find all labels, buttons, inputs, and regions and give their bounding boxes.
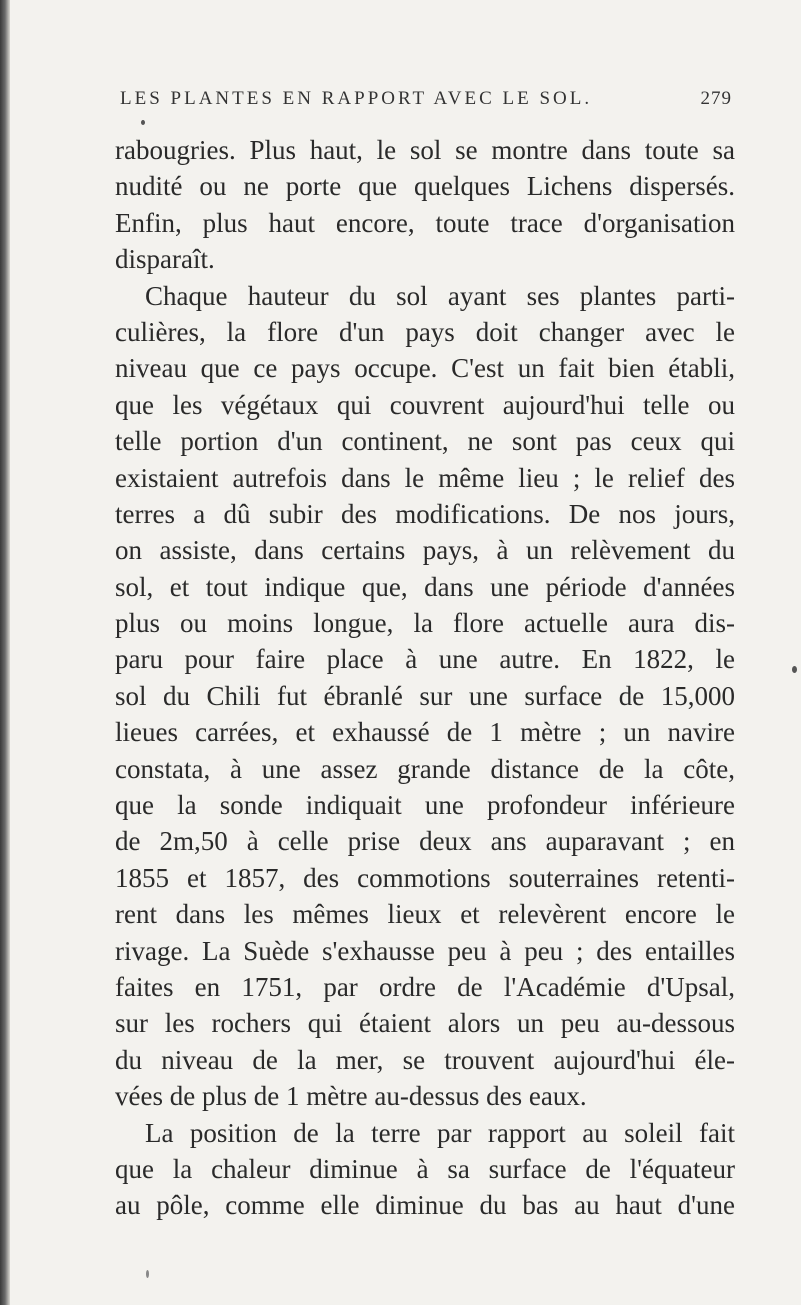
page-number: 279	[700, 88, 732, 109]
text-line: de 2m,50 à celle prise deux ans auparavant ; en	[115, 826, 735, 857]
print-speck	[141, 120, 145, 125]
text-line: sol, et tout indique que, dans une période d'années	[115, 571, 735, 602]
text-line: sur les rochers qui étaient alors un peu au-dessous	[115, 1008, 735, 1039]
text-line: sol du Chili fut ébranlé sur une surface de 15,000	[115, 680, 735, 711]
text-line: 1855 et 1857, des commotions souterraines retenti-	[115, 862, 735, 893]
running-head	[120, 88, 732, 118]
print-speck	[146, 1270, 149, 1278]
text-line: nudité ou ne porte que quelques Lichens dispersés.	[115, 171, 735, 202]
body-text	[115, 132, 735, 1224]
text-line: on assiste, dans certains pays, à un relèvement du	[115, 535, 735, 566]
text-line: du niveau de la mer, se trouvent aujourd'hui éle-	[115, 1044, 735, 1075]
print-speck	[792, 666, 797, 673]
text-line: faites en 1751, par ordre de l'Académie d'Upsal,	[115, 971, 735, 1002]
text-line: Chaque hauteur du sol ayant ses plantes parti-	[145, 280, 735, 311]
text-line: paru pour faire place à une autre. En 1822, le	[115, 644, 735, 675]
text-line: niveau que ce pays occupe. C'est un fait bien établi,	[115, 353, 735, 384]
text-line: plus ou moins longue, la flore actuelle aura dis-	[115, 608, 735, 639]
text-line: rabougries. Plus haut, le sol se montre dans toute sa	[115, 135, 735, 165]
text-line: telle portion d'un continent, ne sont pas ceux qui	[115, 426, 735, 457]
text-line: que la chaleur diminue à sa surface de l'équateur	[115, 1153, 735, 1184]
text-line: constata, à une assez grande distance de la côte,	[115, 753, 735, 784]
text-line: terres a dû subir des modifications. De nos jours,	[115, 498, 735, 529]
text-line: vées de plus de 1 mètre au-dessus des eaux.	[115, 1081, 587, 1112]
text-line: lieues carrées, et exhaussé de 1 mètre ; un navire	[115, 717, 735, 748]
text-line: au pôle, comme elle diminue du bas au haut d'une	[115, 1190, 735, 1221]
text-line: que la sonde indiquait une profondeur inférieure	[115, 790, 735, 821]
running-head-title: LES PLANTES EN RAPPORT AVEC LE SOL.	[120, 88, 593, 109]
text-line: que les végétaux qui couvrent aujourd'hui telle ou	[115, 389, 735, 420]
text-line: rent dans les mêmes lieux et relevèrent encore le	[115, 899, 735, 930]
text-line: rivage. La Suède s'exhausse peu à peu ; des entailles	[115, 935, 735, 966]
text-line: disparaît.	[115, 244, 215, 275]
text-line: La position de la terre par rapport au soleil fait	[145, 1117, 735, 1148]
text-line: existaient autrefois dans le même lieu ; le relief des	[115, 462, 735, 493]
text-line: Enfin, plus haut encore, toute trace d'organisation	[115, 207, 735, 238]
text-line: culières, la flore d'un pays doit changer avec le	[115, 316, 735, 347]
